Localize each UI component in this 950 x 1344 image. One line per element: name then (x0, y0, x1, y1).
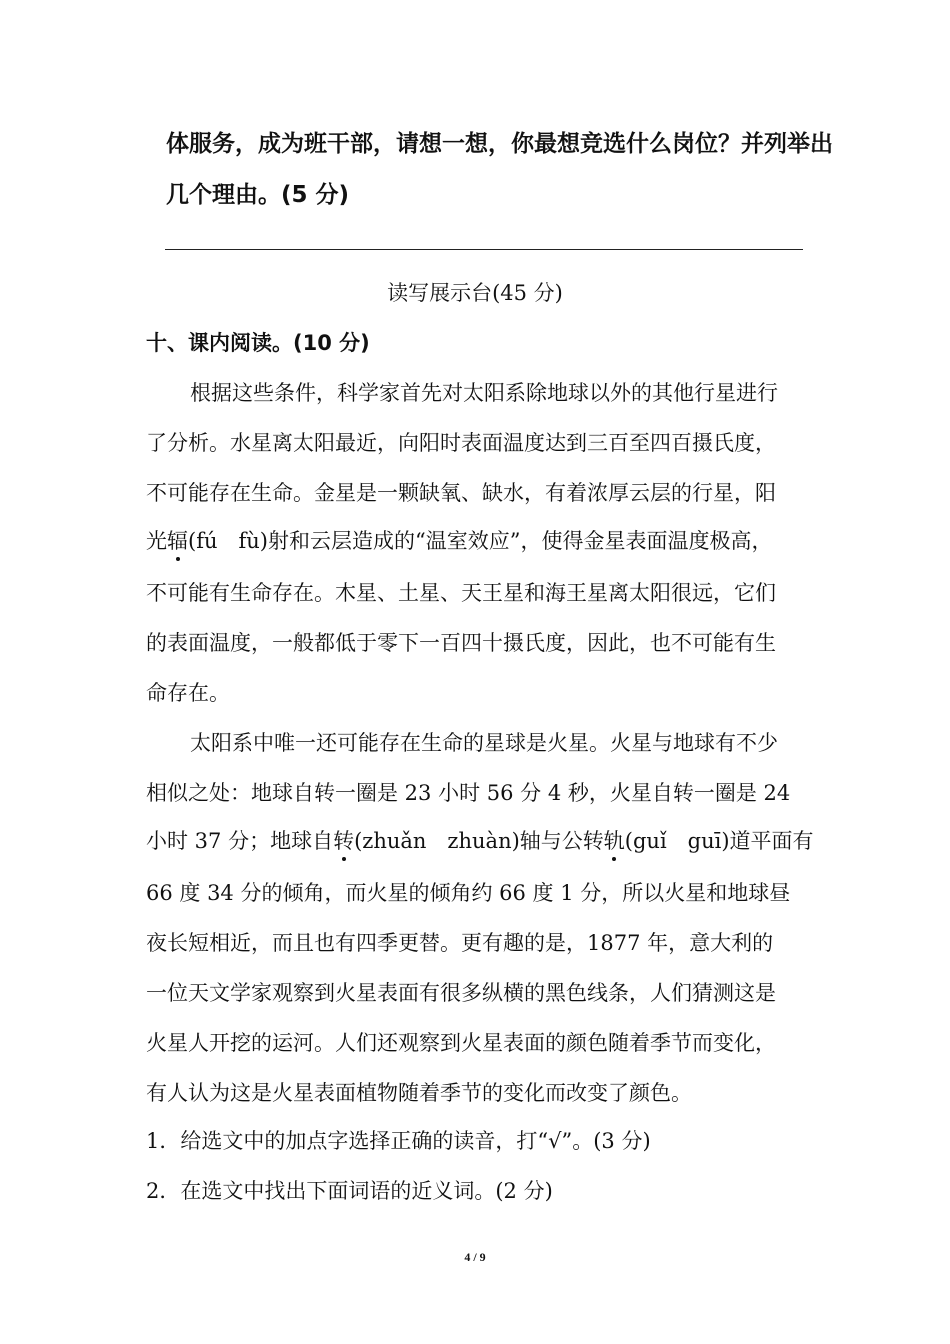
dotted-character: 辐 (167, 525, 188, 555)
intro-line-2: 几个理由。(5 分) (166, 182, 350, 208)
text-run: 小时 37 分；地球自 (146, 829, 334, 853)
passage-line: 太阳系中唯一还可能存在生命的星球是火星。火星与地球有不少 (190, 731, 778, 755)
passage-line: 的表面温度，一般都低于零下一百四十摄氏度，因此，也不可能有生 (146, 631, 776, 655)
text-run: (guǐ guī)道平面有 (624, 829, 814, 853)
dotted-character: 转 (333, 825, 354, 855)
passage-line: 夜长短相近，而且也有四季更替。更有趣的是，1877 年，意大利的 (146, 931, 774, 955)
text-run: (fú fù)射和云层造成的“温室效应”，使得金星表面温度极高， (188, 529, 773, 553)
passage-line: 一位天文学家观察到火星表面有很多纵横的黑色线条，人们猜测这是 (146, 981, 776, 1005)
passage-line: 火星人开挖的运河。人们还观察到火星表面的颜色随着季节而变化， (146, 1031, 776, 1055)
passage-line: 不可能存在生命。金星是一颗缺氧、缺水，有着浓厚云层的行星，阳 (146, 481, 776, 505)
text-run: 光 (146, 529, 167, 553)
section-title: 读写展示台(45 分) (387, 281, 563, 305)
dotted-character: 轨 (604, 825, 625, 855)
section-divider (165, 249, 803, 250)
passage-line (146, 525, 772, 555)
passage-line: 有人认为这是火星表面植物随着季节的变化而改变了颜色。 (146, 1081, 692, 1105)
passage-line: 命存在。 (146, 681, 230, 705)
question-2: 2．在选文中找出下面词语的近义词。(2 分) (146, 1179, 553, 1203)
passage-line: 不可能有生命存在。木星、土星、天王星和海王星离太阳很远，它们 (146, 581, 776, 605)
question-header: 十、课内阅读。(10 分) (146, 331, 370, 355)
passage-line: 根据这些条件，科学家首先对太阳系除地球以外的其他行星进行 (190, 381, 778, 405)
intro-line-1: 体服务，成为班干部，请想一想，你最想竞选什么岗位？并列举出 (166, 131, 833, 157)
passage-line: 66 度 34 分的倾角，而火星的倾角约 66 度 1 分，所以火星和地球昼 (146, 881, 791, 905)
question-1: 1．给选文中的加点字选择正确的读音，打“√”。(3 分) (146, 1129, 651, 1153)
text-run: (zhuǎn zhuàn)轴与公转 (354, 829, 604, 853)
passage-line (146, 825, 814, 855)
passage-line: 相似之处：地球自转一圈是 23 小时 56 分 4 秒，火星自转一圈是 24 (146, 781, 791, 805)
passage-line: 了分析。水星离太阳最近，向阳时表面温度达到三百至四百摄氏度， (146, 431, 776, 455)
page-number: 4 / 9 (464, 1250, 486, 1264)
